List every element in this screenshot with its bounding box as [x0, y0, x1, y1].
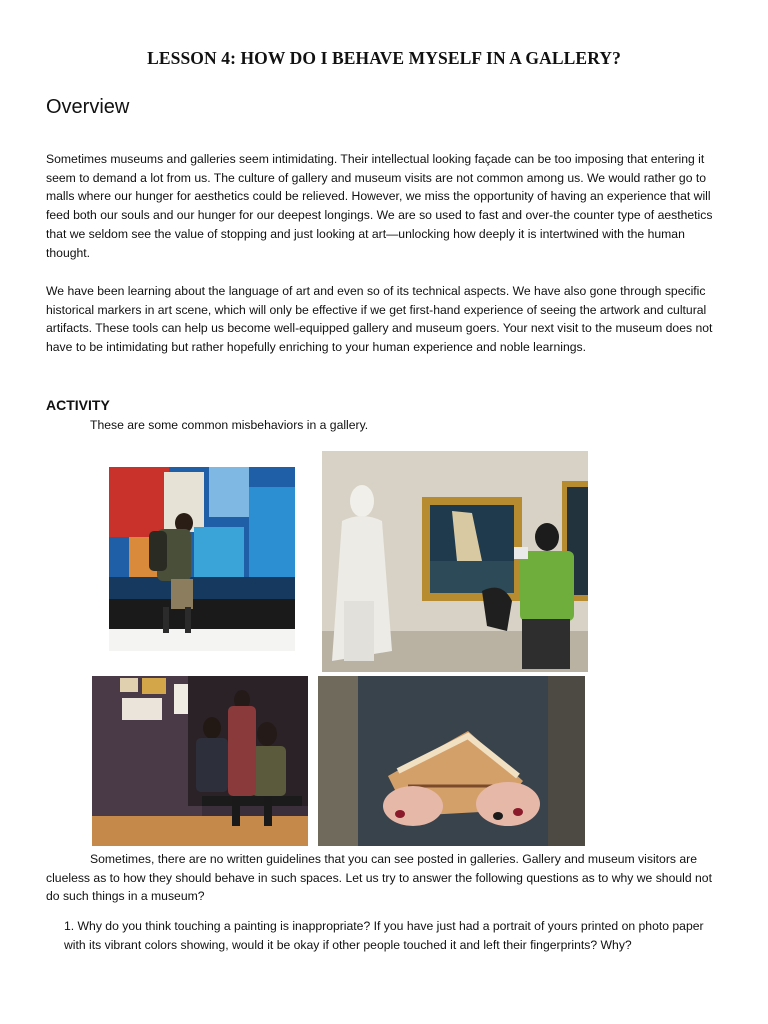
question-1: 1. Why do you think touching a painting is inappropriate? If you have just had a portrait of yours printed on photo paper with its vibrant colors showing, would it be okay if other people touched it and left their fingerprints? Why?	[64, 919, 704, 952]
overview-heading: Overview	[46, 96, 130, 118]
after-photos-text: Sometimes, there are no written guidelines that you can see posted in galleries. Gallery and museum visitors are clueless as to how they should behave in such spaces. Let us try to answer the following questions as to why we should not do such things in a museum?	[46, 852, 712, 904]
photo-visitors-sitting	[92, 676, 308, 846]
photo-boy-touching-painting	[109, 467, 295, 651]
overview-paragraph-1: Sometimes museums and galleries seem intimidating. Their intellectual looking façade can be too imposing that entering it seem to demand a lot from us. The culture of gallery and museum visits are not common among us. We would rather go to malls where our hunger for aesthetics could be relieved. However, we miss the opportunity of having an experience that will feed both our souls and our hunger for our deepest longings. We are so used to fast and over-the counter type of aesthetics that we seldom see the value of stopping and just looking at art—unlocking how deeply it is intertwined with the human thought.	[46, 152, 713, 260]
activity-heading: ACTIVITY	[46, 397, 110, 413]
after-photos-paragraph	[46, 850, 726, 906]
photo-man-taking-picture	[322, 451, 588, 672]
overview-paragraph-2: We have been learning about the language of art and even so of its technical aspects. We have also gone through specific historical markers in art scene, which will only be effective if we get first-hand experience of seeing the artwork and cultural artifacts. These tools can help us become well-equipped gallery and museum goers. Your next visit to the museum does not have to be intimidating but rather hopefully enriching to your human experience and noble learnings.	[46, 284, 713, 355]
lesson-title: LESSON 4: HOW DO I BEHAVE MYSELF IN A GALLERY?	[147, 48, 621, 68]
photo-eating-sandwich	[318, 676, 585, 846]
activity-intro: These are some common misbehaviors in a gallery.	[90, 418, 369, 432]
